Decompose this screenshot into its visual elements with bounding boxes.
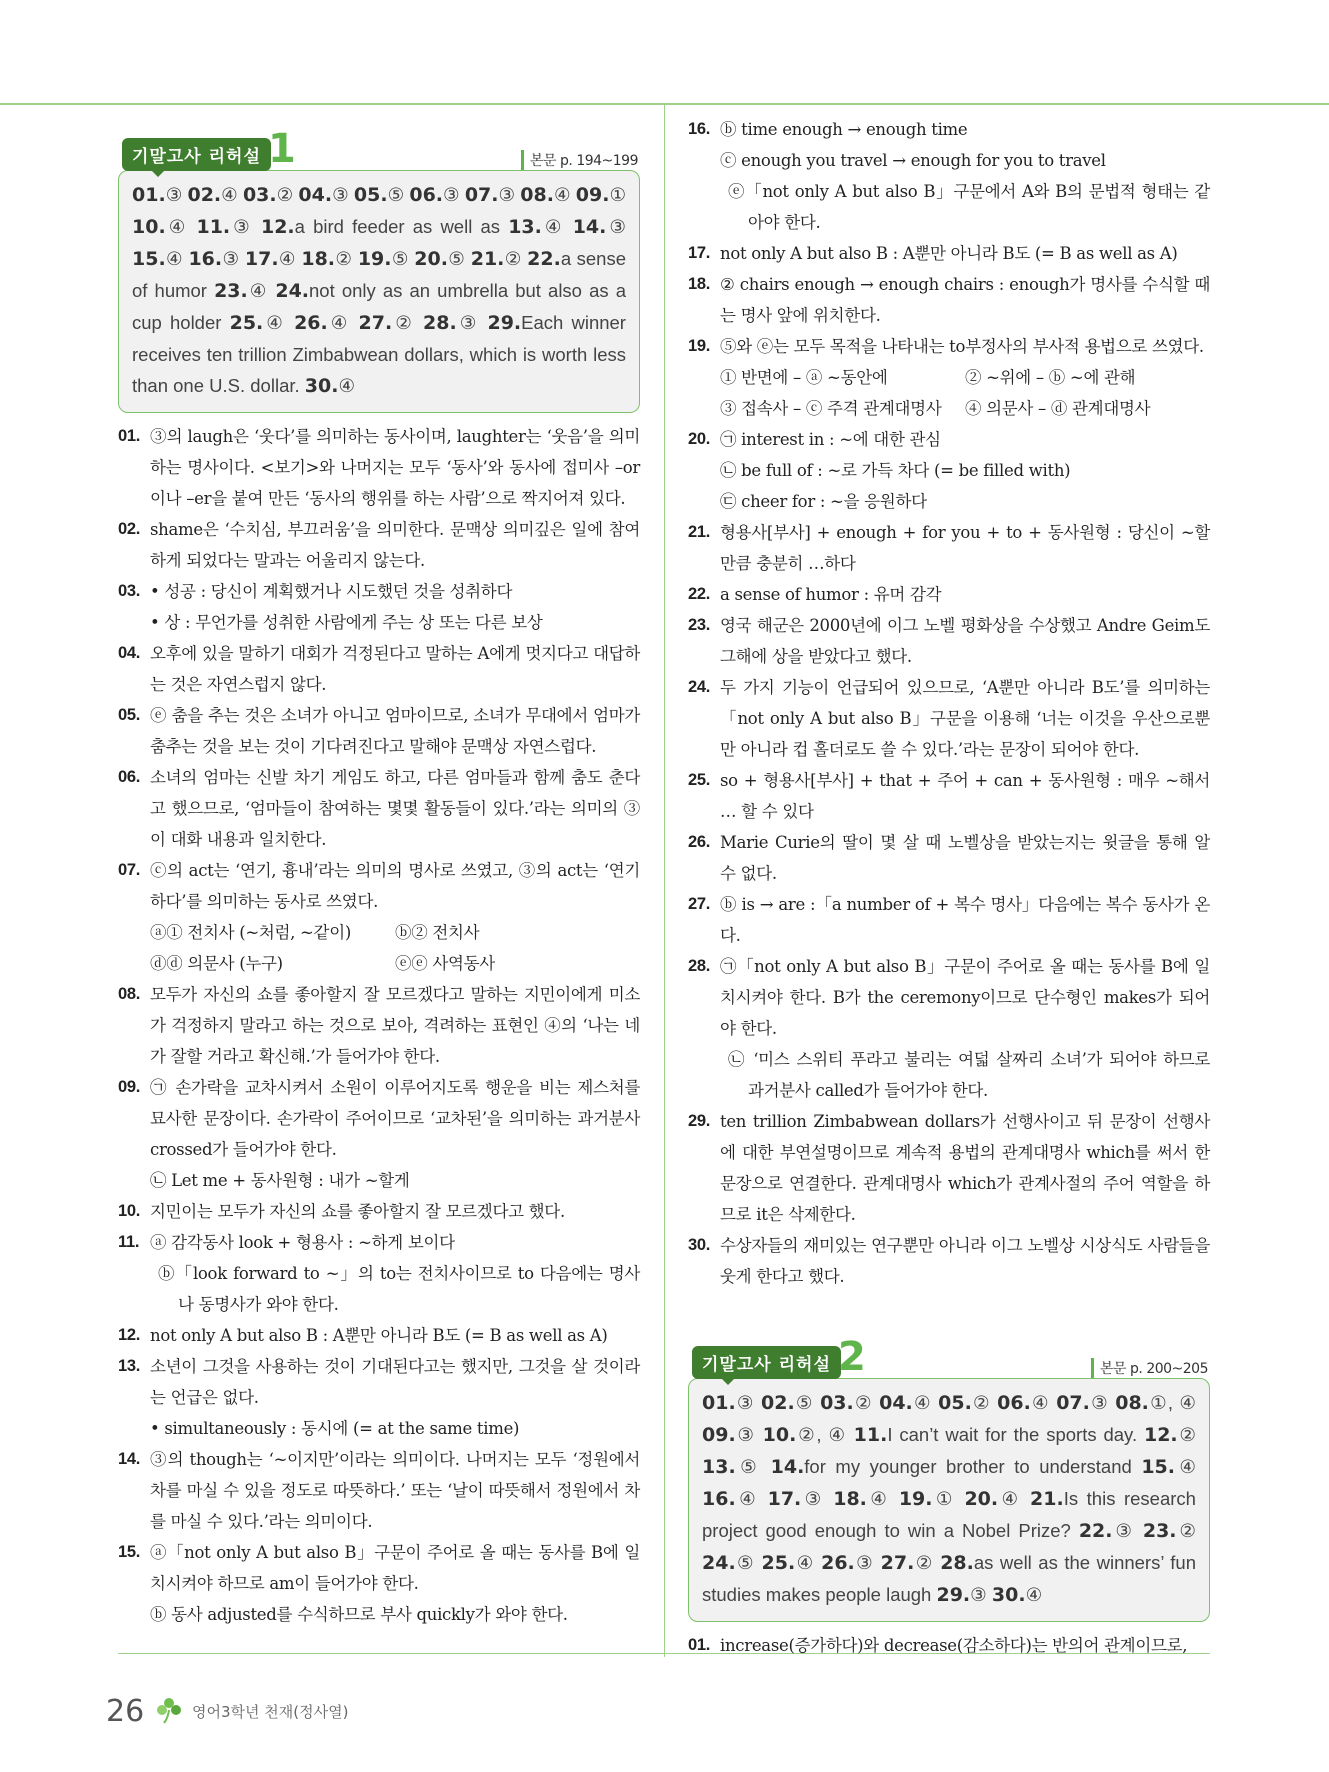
- answer-value: ②: [392, 312, 423, 333]
- answer-number: 04.: [879, 1392, 913, 1414]
- item-number: 05.: [118, 706, 141, 724]
- answer-number: 13.: [702, 1456, 736, 1478]
- answer-value: ④: [247, 280, 276, 301]
- answer-number: 16.: [702, 1488, 736, 1510]
- answer-value: Each winner receives ten trillion Zimbabwean dollars, which is worth less than one U.S. dollar.: [132, 312, 626, 396]
- choice-pair: [118, 948, 640, 979]
- answer-number: 24.: [275, 280, 310, 302]
- sub-explanation: ㉡ be full of : ~로 가득 차다 (= be filled with): [720, 461, 1071, 480]
- item-text: ten trillion Zimbabwean dollars가 선행사이고 뒤 문장이 선행사에 대한 부연설명이므로 계속적 용법의 관계대명사 which를 써서 한 문장으로 연결한다. 관계대명사 which가 관계사절의 주어 역할을 하므로 it은 삭제한다.: [720, 1112, 1210, 1224]
- item-number: 13.: [118, 1357, 141, 1375]
- answer-number: 22.: [1078, 1520, 1113, 1542]
- sub-explanation: ㉢ cheer for : ~을 응원하다: [720, 492, 927, 511]
- answer-value: as well as the winners’ fun studies makes people laugh: [702, 1552, 1197, 1605]
- answer-number: 21.: [1030, 1488, 1064, 1510]
- answer-number: 14.: [572, 216, 607, 238]
- item-number: 04.: [118, 644, 141, 662]
- item-text: ⓑ is → are :「a number of + 복수 명사」다음에는 복수 동사가 온다.: [720, 895, 1210, 945]
- answer-value: ④: [1025, 1584, 1043, 1605]
- item-text: 지민이는 모두가 자신의 쇼를 좋아할지 잘 모르겠다고 했다.: [150, 1202, 565, 1221]
- answer-value: ③: [801, 1488, 834, 1509]
- answer-number: 30.: [991, 1584, 1026, 1606]
- answer-number: 06.: [997, 1392, 1031, 1414]
- clover-leaf-icon: [156, 1696, 182, 1724]
- answer-value: ④: [1175, 1456, 1196, 1477]
- answer-number: 28.: [940, 1552, 974, 1574]
- answer-value: ③: [854, 1552, 881, 1573]
- item-number: 01.: [688, 1636, 711, 1654]
- choice-pair: [688, 393, 1210, 424]
- explanation-item: [688, 331, 1210, 362]
- answer-value: not only as an umbrella but also as a cup holder: [132, 280, 626, 333]
- answer-number: 27.: [358, 312, 393, 334]
- item-number: 24.: [688, 678, 711, 696]
- answer-number: 23.: [1142, 1520, 1177, 1542]
- explanation-item: [118, 638, 640, 700]
- answer-number: 11.: [853, 1424, 888, 1446]
- item-number: 16.: [688, 120, 711, 138]
- answer-value: ②: [276, 184, 299, 205]
- answer-number: 16.: [188, 248, 223, 270]
- answer-number: 10.: [132, 216, 166, 238]
- section2-header: [688, 1326, 1210, 1378]
- item-number: 29.: [688, 1112, 711, 1130]
- item-number: 18.: [688, 275, 711, 293]
- item-text: shame은 ‘수치심, 부끄러움’을 의미한다. 문맥상 의미깊은 일에 참여하게 되었다는 말과는 어울리지 않는다.: [150, 520, 640, 570]
- answer-value: ④: [1030, 1392, 1057, 1413]
- answer-value: ③: [443, 184, 465, 205]
- answer-value: ④: [866, 1488, 899, 1509]
- explanation-item: [118, 979, 640, 1072]
- item-text: ㉠ interest in : ~에 대한 관심: [720, 430, 941, 449]
- sub-explanation: ㉡ ‘미스 스위티 푸라고 불리는 여덟 살짜리 소녀’가 되어야 하므로 과거분사 called가 들어가야 한다.: [728, 1050, 1210, 1100]
- answer-value: ⑤: [794, 1392, 821, 1413]
- sub-explanation: ⓑ 동사 adjusted를 수식하므로 부사 quickly가 와야 한다.: [150, 1605, 568, 1624]
- explanation-item: [118, 1196, 640, 1227]
- explanation-item: [118, 421, 640, 514]
- answer-number: 02.: [761, 1392, 795, 1414]
- choice-text: ② ~위에 – ⓑ ~에 관해: [965, 368, 1136, 387]
- answer-number: 09.: [575, 184, 610, 206]
- explanation-item: [688, 1630, 1210, 1661]
- item-text: 형용사[부사] + enough + for you + to + 동사원형 : 당신이 ~할 만큼 충분히 …하다: [720, 523, 1210, 573]
- item-number: 15.: [118, 1543, 141, 1561]
- choice-pair: [118, 917, 640, 948]
- answer-value: ④: [553, 184, 576, 205]
- explanation-item: [688, 579, 1210, 610]
- section2-page-ref: 본문 p. 200~205: [1091, 1358, 1208, 1378]
- answer-value: Is this research project good enough to win a Nobel Prize?: [702, 1488, 1196, 1541]
- choice-text: ⓓⓓ 의문사 (누구): [150, 954, 283, 973]
- item-text: not only A but also B : A뿐만 아니라 B도 (= B as well as A): [720, 244, 1178, 263]
- answer-value: ②: [853, 1392, 880, 1413]
- answer-number: 11.: [196, 216, 231, 238]
- section1-answer-box: [118, 170, 640, 413]
- explanation-item: [118, 1351, 640, 1413]
- answer-value: ③: [498, 184, 521, 205]
- item-number: 02.: [118, 520, 141, 538]
- answer-number: 06.: [409, 184, 444, 206]
- explanation-item: [688, 114, 1210, 145]
- answer-value: ④: [165, 216, 197, 237]
- column-divider: [664, 103, 665, 1657]
- section1-page-ref: 본문 p. 194~199: [521, 150, 638, 170]
- answer-value: ⑤: [735, 1456, 771, 1477]
- answer-number: 05.: [938, 1392, 972, 1414]
- answer-number: 02.: [187, 184, 222, 206]
- choice-text: ⓐ① 전치사 (~처럼, ~같이): [150, 923, 351, 942]
- answer-value: ④: [327, 312, 359, 333]
- answer-value: ⑤: [391, 248, 415, 269]
- item-text: ⓔ 춤을 추는 것은 소녀가 아니고 엄마이므로, 소녀가 무대에서 엄마가 춤추는 것을 보는 것이 기다려진다고 말해야 문맥상 자연스럽다.: [150, 706, 640, 756]
- item-number: 03.: [118, 582, 141, 600]
- item-text: 소년이 그것을 사용하는 것이 기대된다고는 했지만, 그것을 살 것이라는 언급은 없다.: [150, 1357, 640, 1407]
- explanation-item: [118, 514, 640, 576]
- item-number: 17.: [688, 244, 711, 262]
- answer-value: ②: [504, 248, 528, 269]
- explanation-item: [118, 1072, 640, 1165]
- answer-value: ④: [735, 1488, 768, 1509]
- answer-number: 08.: [520, 184, 554, 206]
- answer-value: ②: [1177, 1424, 1196, 1445]
- answer-value: ③: [165, 184, 188, 205]
- item-text: ⓑ time enough → enough time: [720, 120, 968, 139]
- answer-number: 18.: [833, 1488, 867, 1510]
- item-text: a sense of humor : 유머 감각: [720, 585, 942, 604]
- item-text: 오후에 있을 말하기 대회가 걱정된다고 말하는 A에게 멋지다고 대답하는 것은 자연스럽지 않다.: [150, 644, 640, 694]
- explanation-item: [118, 1227, 640, 1258]
- answer-value: ③: [222, 248, 245, 269]
- answer-number: 24.: [702, 1552, 736, 1574]
- explanation-item: [688, 889, 1210, 951]
- item-number: 21.: [688, 523, 711, 541]
- sub-explanation: ⓑ「look forward to ~」의 to는 전치사이므로 to 다음에는 명사나 동명사가 와야 한다.: [158, 1264, 640, 1314]
- answer-number: 03.: [242, 184, 277, 206]
- item-text: ㉠ 손가락을 교차시켜서 소원이 이루어지도록 행운을 비는 제스처를 묘사한 문장이다. 손가락이 주어이므로 ‘교차된’을 의미하는 과거분사 crossed가 들어가야 한다.: [150, 1078, 640, 1159]
- answer-value: a sense of humor: [132, 248, 626, 301]
- answer-number: 29.: [487, 312, 522, 334]
- answer-value: ②, ④: [796, 1424, 854, 1445]
- answer-number: 21.: [470, 248, 505, 270]
- answer-value: I can’t wait for the sports day.: [887, 1424, 1144, 1445]
- answer-value: ③: [1112, 1520, 1143, 1541]
- choice-text: ⓑ② 전치사: [395, 923, 480, 942]
- answer-number: 03.: [820, 1392, 854, 1414]
- item-number: 28.: [688, 957, 711, 975]
- answer-number: 12.: [260, 216, 295, 238]
- explanation-item: [118, 576, 640, 607]
- item-number: 26.: [688, 833, 711, 851]
- sub-explanation: ⓔ「not only A but also B」구문에서 A와 B의 문법적 형태는 같아야 한다.: [728, 182, 1210, 232]
- explanation-item: [688, 672, 1210, 765]
- item-number: 11.: [118, 1233, 140, 1251]
- item-text: ⓐ「not only A but also B」구문이 주어로 올 때는 동사를 B에 일치시켜야 하므로 am이 들어가야 한다.: [150, 1543, 640, 1593]
- answer-number: 10.: [762, 1424, 797, 1446]
- answer-number: 01.: [132, 184, 166, 206]
- answer-value: ③: [332, 184, 354, 205]
- answer-value: ④: [221, 184, 243, 205]
- choice-text: ④ 의문사 – ⓓ 관계대명사: [965, 399, 1151, 418]
- answer-number: 27.: [880, 1552, 915, 1574]
- item-number: 22.: [688, 585, 711, 603]
- answer-number: 26.: [821, 1552, 855, 1574]
- page-number: 26: [106, 1694, 145, 1729]
- item-text: ⓐ 감각동사 look + 형용사 : ~하게 보이다: [150, 1233, 455, 1252]
- choice-text: ⓔⓔ 사역동사: [395, 954, 495, 973]
- section2-answer-box: [688, 1378, 1210, 1622]
- explanation-item: [118, 1537, 640, 1599]
- explanation-item: [688, 1106, 1210, 1230]
- item-text: ⓒ의 act는 ‘연기, 흉내’라는 의미의 명사로 쓰였고, ③의 act는 ‘연기하다’를 의미하는 동사로 쓰였다.: [150, 861, 640, 911]
- explanation-item: [688, 610, 1210, 672]
- answer-value: ④: [795, 1552, 822, 1573]
- section1-tag: 기말고사 리허설: [122, 138, 271, 171]
- answer-number: 12.: [1143, 1424, 1178, 1446]
- answer-value: ②: [914, 1552, 941, 1573]
- right-explanations: [688, 114, 1210, 1292]
- item-text: ㉠「not only A but also B」구문이 주어로 올 때는 동사를 B에 일치시켜야 한다. B가 the ceremony이므로 단수형인 makes가 되어야 한다.: [720, 957, 1210, 1038]
- item-text: 소녀의 엄마는 신발 차기 게임도 하고, 다른 엄마들과 함께 춤도 춘다고 했으므로, ‘엄마들이 참여하는 몇몇 활동들이 있다.’라는 의미의 ③이 대화 내용과 일치한다.: [150, 768, 640, 849]
- left-column: [118, 118, 640, 1630]
- answer-value: ②: [335, 248, 358, 269]
- sub-explanation: ㉡ Let me + 동사원형 : 내가 ~할게: [150, 1171, 410, 1190]
- item-number: 01.: [118, 427, 141, 445]
- section2-explanations: [688, 1630, 1210, 1661]
- sub-explanation: ⓒ enough you travel → enough for you to travel: [720, 151, 1106, 170]
- item-number: 12.: [118, 1326, 141, 1344]
- item-text: so + 형용사[부사] + that + 주어 + can + 동사원형 : 매우 ~해서 … 할 수 있다: [720, 771, 1210, 821]
- item-number: 30.: [688, 1236, 711, 1254]
- explanation-item: [118, 700, 640, 762]
- item-number: 08.: [118, 985, 141, 1003]
- answer-value: ④: [541, 216, 573, 237]
- answer-value: ④: [338, 375, 356, 396]
- item-text: increase(증가하다)와 decrease(감소하다)는 반의어 관계이므로,: [720, 1636, 1188, 1655]
- answer-number: 19.: [357, 248, 392, 270]
- section1-header: [118, 118, 640, 170]
- answer-number: 05.: [353, 184, 388, 206]
- answer-value: ⑤: [447, 248, 471, 269]
- answer-value: ④: [278, 248, 302, 269]
- answer-number: 07.: [1056, 1392, 1090, 1414]
- explanation-item: [688, 269, 1210, 331]
- answer-number: 15.: [1141, 1456, 1175, 1478]
- explanation-item: [118, 762, 640, 855]
- answer-value: ③: [970, 1584, 992, 1605]
- answer-number: 17.: [767, 1488, 802, 1510]
- section2-tag: 기말고사 리허설: [692, 1346, 841, 1379]
- sub-explanation: • 상 : 무언가를 성취한 사람에게 주는 상 또는 다른 보상: [150, 613, 543, 632]
- answer-number: 13.: [508, 216, 542, 238]
- item-number: 27.: [688, 895, 711, 913]
- answer-number: 09.: [702, 1424, 736, 1446]
- explanation-item: [688, 517, 1210, 579]
- answer-number: 28.: [423, 312, 457, 334]
- right-column: [688, 118, 1210, 1661]
- left-explanations: [118, 421, 640, 1630]
- item-text: 모두가 자신의 쇼를 좋아할지 잘 모르겠다고 말하는 지민이에게 미소가 걱정하지 말라고 하는 것으로 보아, 격려하는 표현인 ④의 ‘나는 네가 잘할 거라고 확신해.’가 들어가야 한다.: [150, 985, 640, 1066]
- item-text: 수상자들의 재미있는 연구뿐만 아니라 이그 노벨상 시상식도 사람들을 웃게 한다고 했다.: [720, 1236, 1210, 1286]
- answer-number: 25.: [229, 312, 264, 334]
- answer-value: ③: [735, 1424, 763, 1445]
- answer-value: ②: [971, 1392, 998, 1413]
- answer-value: ③: [735, 1392, 762, 1413]
- answer-number: 25.: [761, 1552, 796, 1574]
- choice-text: ① 반면에 – ⓐ ~동안에: [720, 368, 888, 387]
- explanation-item: [118, 1444, 640, 1537]
- explanation-item: [688, 765, 1210, 827]
- answer-number: 18.: [301, 248, 336, 270]
- answer-number: 22.: [527, 248, 561, 270]
- answer-value: ④: [912, 1392, 939, 1413]
- answer-number: 20.: [964, 1488, 999, 1510]
- answer-number: 07.: [464, 184, 499, 206]
- choice-pair: [688, 362, 1210, 393]
- answer-value: ③: [230, 216, 261, 237]
- sub-explanation: • simultaneously : 동시에 (= at the same time): [150, 1419, 520, 1438]
- answer-value: ①, ④: [1148, 1392, 1196, 1413]
- answer-value: ③: [456, 312, 488, 333]
- answer-value: ④: [165, 248, 189, 269]
- explanation-item: [118, 855, 640, 917]
- explanation-item: [118, 1320, 640, 1351]
- answer-value: ④: [998, 1488, 1031, 1509]
- answer-number: 17.: [244, 248, 279, 270]
- item-number: 20.: [688, 430, 711, 448]
- answer-number: 15.: [132, 248, 166, 270]
- answer-value: ②: [1176, 1520, 1196, 1541]
- answer-number: 19.: [898, 1488, 933, 1510]
- item-text: 영국 해군은 2000년에 이그 노벨 평화상을 수상했고 Andre Geim도 그해에 상을 받았다고 했다.: [720, 616, 1210, 666]
- answer-number: 26.: [294, 312, 328, 334]
- item-number: 07.: [118, 861, 141, 879]
- explanation-item: [688, 827, 1210, 889]
- item-text: not only A but also B : A뿐만 아니라 B도 (= B as well as A): [150, 1326, 608, 1345]
- item-number: 23.: [688, 616, 711, 634]
- item-text: ③의 laugh은 ‘웃다’를 의미하는 동사이며, laughter는 ‘웃음’을 의미하는 명사이다. <보기>와 나머지는 모두 ‘동사’와 동사에 접미사 –or이나 –er을 붙여 만든 ‘동사의 행위를 하는 사람’으로 짝지어져 있다.: [150, 427, 640, 508]
- section1-number: 1: [268, 126, 296, 172]
- item-text: Marie Curie의 딸이 몇 살 때 노벨상을 받았는지는 윗글을 통해 알 수 없다.: [720, 833, 1210, 883]
- item-text: ⑤와 ⓔ는 모두 목적을 나타내는 to부정사의 부사적 용법으로 쓰였다.: [720, 337, 1204, 356]
- answer-value: for my younger brother to understand: [804, 1456, 1142, 1477]
- item-number: 06.: [118, 768, 141, 786]
- section2-number: 2: [838, 1334, 866, 1380]
- answer-value: ③: [606, 216, 626, 237]
- item-text: ③의 though는 ‘~이지만’이라는 의미이다. 나머지는 모두 ‘정원에서 차를 마실 수 있을 정도로 따뜻하다.’ 또는 ‘날이 따뜻해서 정원에서 차를 마실 수 있다.’라는 의미이다.: [150, 1450, 640, 1531]
- answer-number: 30.: [304, 375, 339, 397]
- answer-number: 23.: [214, 280, 248, 302]
- choice-text: ③ 접속사 – ⓒ 주격 관계대명사: [720, 399, 942, 418]
- answer-value: ④: [263, 312, 295, 333]
- item-number: 10.: [118, 1202, 141, 1220]
- answer-value: a bird feeder as well as: [294, 216, 509, 237]
- item-number: 25.: [688, 771, 711, 789]
- explanation-item: [688, 951, 1210, 1044]
- explanation-item: [688, 424, 1210, 455]
- answer-number: 20.: [414, 248, 448, 270]
- item-text: 두 가지 기능이 언급되어 있으므로, ‘A뿐만 아니라 B도’를 의미하는「not only A but also B」구문을 이용해 ‘너는 이것을 우산으로뿐만 아니라 컵 홀더로도 쓸 수 있다.’라는 문장이 되어야 한다.: [720, 678, 1210, 759]
- explanation-item: [688, 238, 1210, 269]
- answer-number: 29.: [936, 1584, 971, 1606]
- answer-number: 14.: [770, 1456, 805, 1478]
- answer-value: ③: [1089, 1392, 1116, 1413]
- book-title: 영어3학년 천재(정사열): [192, 1703, 349, 1721]
- item-number: 14.: [118, 1450, 141, 1468]
- item-number: 09.: [118, 1078, 141, 1096]
- answer-number: 01.: [702, 1392, 736, 1414]
- item-text: • 성공 : 당신이 계획했거나 시도했던 것을 성취하다: [150, 582, 513, 601]
- answer-value: ①: [932, 1488, 965, 1509]
- answer-value: ⑤: [387, 184, 410, 205]
- answer-number: 08.: [1115, 1392, 1149, 1414]
- item-text: ② chairs enough → enough chairs : enough가 명사를 수식할 때는 명사 앞에 위치한다.: [720, 275, 1210, 325]
- answer-value: ①: [609, 184, 627, 205]
- answer-number: 04.: [298, 184, 333, 206]
- item-number: 19.: [688, 337, 711, 355]
- explanation-item: [688, 1230, 1210, 1292]
- answer-value: ⑤: [735, 1552, 762, 1573]
